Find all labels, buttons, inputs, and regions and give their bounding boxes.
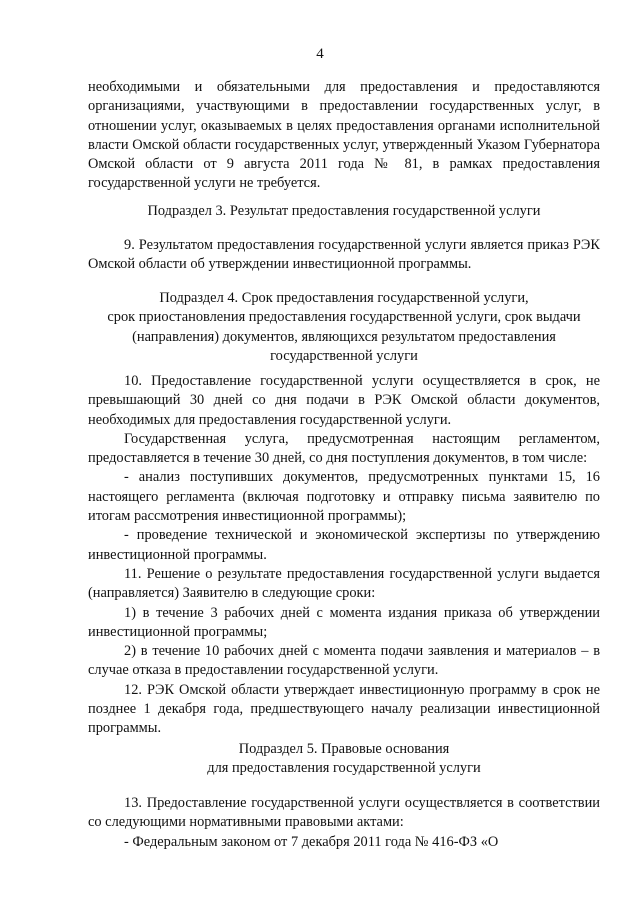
list-item-analysis: - анализ поступивших документов, предусмотренных пунктами 15, 16 настоящего регламента (включая подготовку и отправку письма заявителю по итогам рассмотрения инвестиционной программы); <box>88 469 600 525</box>
subsection-5-body <box>88 794 600 852</box>
page-number: 4 <box>316 46 324 62</box>
paragraph-13: 13. Предоставление государственной услуги осуществляется в соответствии со следующими нормативными правовыми актами: <box>88 795 600 831</box>
law-list-item-416fz: - Федеральным законом от 7 декабря 2011 года № 416-ФЗ «О <box>124 833 499 850</box>
subsection-4-heading-block <box>88 289 600 366</box>
paragraph-9: 9. Результатом предоставления государственной услуги является приказ РЭК Омской области об утверждении инвестиционной программы. <box>88 237 600 273</box>
subsection-5-heading-line-2: для предоставления государственной услуги <box>207 760 481 777</box>
subsection-5-heading-line-1: Подраздел 5. Правовые основания <box>238 741 450 757</box>
subsection-4-heading-line-3: (направления) документов, являющихся результатом предоставления <box>132 328 556 345</box>
paragraph-10-continued: Государственная услуга, предусмотренная настоящим регламентом, предоставляется в течение 30 дней, со дня поступления документов, в том числе: <box>88 430 600 467</box>
subsection-5-heading-block <box>88 740 600 779</box>
subsection-3-heading: Подраздел 3. Результат предоставления государственной услуги <box>147 203 541 219</box>
subsection-4-heading-line-4: государственной услуги <box>270 347 418 364</box>
paragraph-9-block <box>88 236 600 275</box>
list-item-expertise: - проведение технической и экономической экспертизы по утверждению инвестиционной программы. <box>88 527 600 563</box>
paragraph-11-item-2: 2) в течение 10 рабочих дней с момента подачи заявления и материалов – в случае отказа в предоставлении государственной услуги. <box>88 643 600 679</box>
paragraph-12: 12. РЭК Омской области утверждает инвестиционную программу в срок не позднее 1 декабря года, предшествующего началу реализации инвестиционной программы. <box>88 681 600 737</box>
paragraph-11-item-1: 1) в течение 3 рабочих дней с момента издания приказа об утверждении инвестиционной программы; <box>88 604 600 640</box>
intro-paragraph: необходимыми и обязательными для предоставления и предоставляются организациями, участвующими в предоставлении государственных услуг, в отношении услуг, оказываемых в целях предоставления органами исполнительной власти Омской области государственных услуг, утвержденный Указом Губернатора Омской области от 9 августа 2011 года № 81, в рамках предоставления государственной услуги не требуется. <box>88 79 600 192</box>
subsection-3-heading-block <box>88 202 600 221</box>
subsection-4-heading-line-2: срок приостановления предоставления государственной услуги, срок выдачи <box>107 309 581 326</box>
subsection-4-body <box>88 372 600 739</box>
intro-paragraph-block <box>88 78 600 194</box>
subsection-4-heading-line-1: Подраздел 4. Срок предоставления государственной услуги, <box>159 290 529 306</box>
paragraph-10: 10. Предоставление государственной услуги осуществляется в срок, не превышающий 30 дней со дня подачи в РЭК Омской области документов, необходимых для предоставления государственной услуги. <box>88 373 600 428</box>
paragraph-11: 11. Решение о результате предоставления государственной услуги выдается (направляется) Заявителю в следующие сроки: <box>88 565 600 602</box>
